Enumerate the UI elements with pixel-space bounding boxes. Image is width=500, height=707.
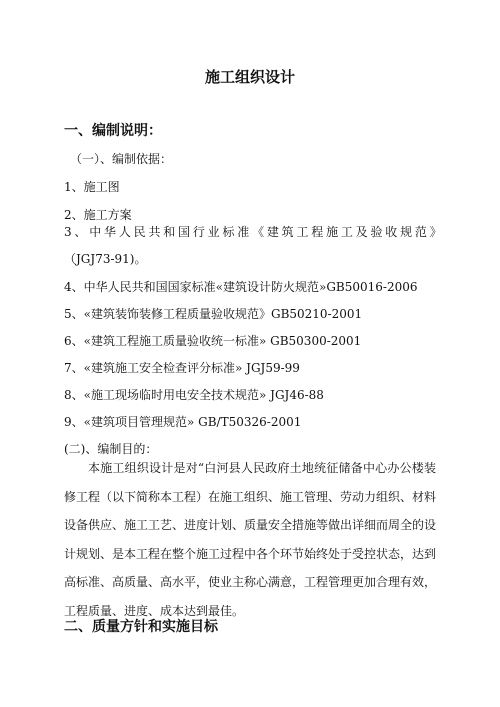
basis-item-5: 5、«建筑装饰装修工程质量验收规范》GB50210-2001 (64, 307, 363, 321)
section-heading-compilation-notes: 一、编制说明： (64, 123, 162, 139)
basis-item-2: 2、施工方案 (64, 208, 132, 222)
basis-item-3: 3、中华人民共和国行业标准《建筑工程施工及验收规范》 (64, 225, 442, 239)
basis-item-4: 4、中华人民共和国国家标准«建筑设计防火规范»GB50016-2006 (64, 280, 418, 294)
document-title: 施工组织设计 (204, 68, 295, 86)
subsection-heading-basis: （一）、编制依据： (70, 152, 173, 166)
subsection-heading-purpose: (二)、编制目的： (64, 442, 158, 456)
basis-item-3-continued: （JGJ73-91)。 (64, 252, 147, 266)
purpose-paragraph: 本施工组织设计是对“白河县人民政府土地统征储备中心办公楼装修工程（以下简称本工程）在施工组织、施工管理、劳动力组织、材料设备供应、施工工艺、进度计划、质量安全措施等做出详细而周全的设计规划、是本工程在整个施工过程中各个环节始终处于受控状态，达到高标准、高质量、高水平，使业主称心满意，工程管理更加合理有效，工程质量、进度、成本达到最佳。 (64, 461, 437, 618)
basis-item-9: 9、«建筑项目管理规范» GB/T50326-2001 (64, 415, 302, 429)
basis-item-7: 7、«建筑施工安全检查评分标准» JGJ59-99 (64, 361, 300, 375)
section-heading-quality-policy: 二、质量方针和实施目标 (64, 619, 218, 635)
basis-item-8: 8、«施工现场临时用电安全技术规范» JGJ46-88 (64, 388, 324, 402)
basis-item-1: 1、施工图 (64, 180, 120, 194)
basis-item-6: 6、«建筑工程施工质量验收统一标准» GB50300-2001 (64, 334, 362, 348)
